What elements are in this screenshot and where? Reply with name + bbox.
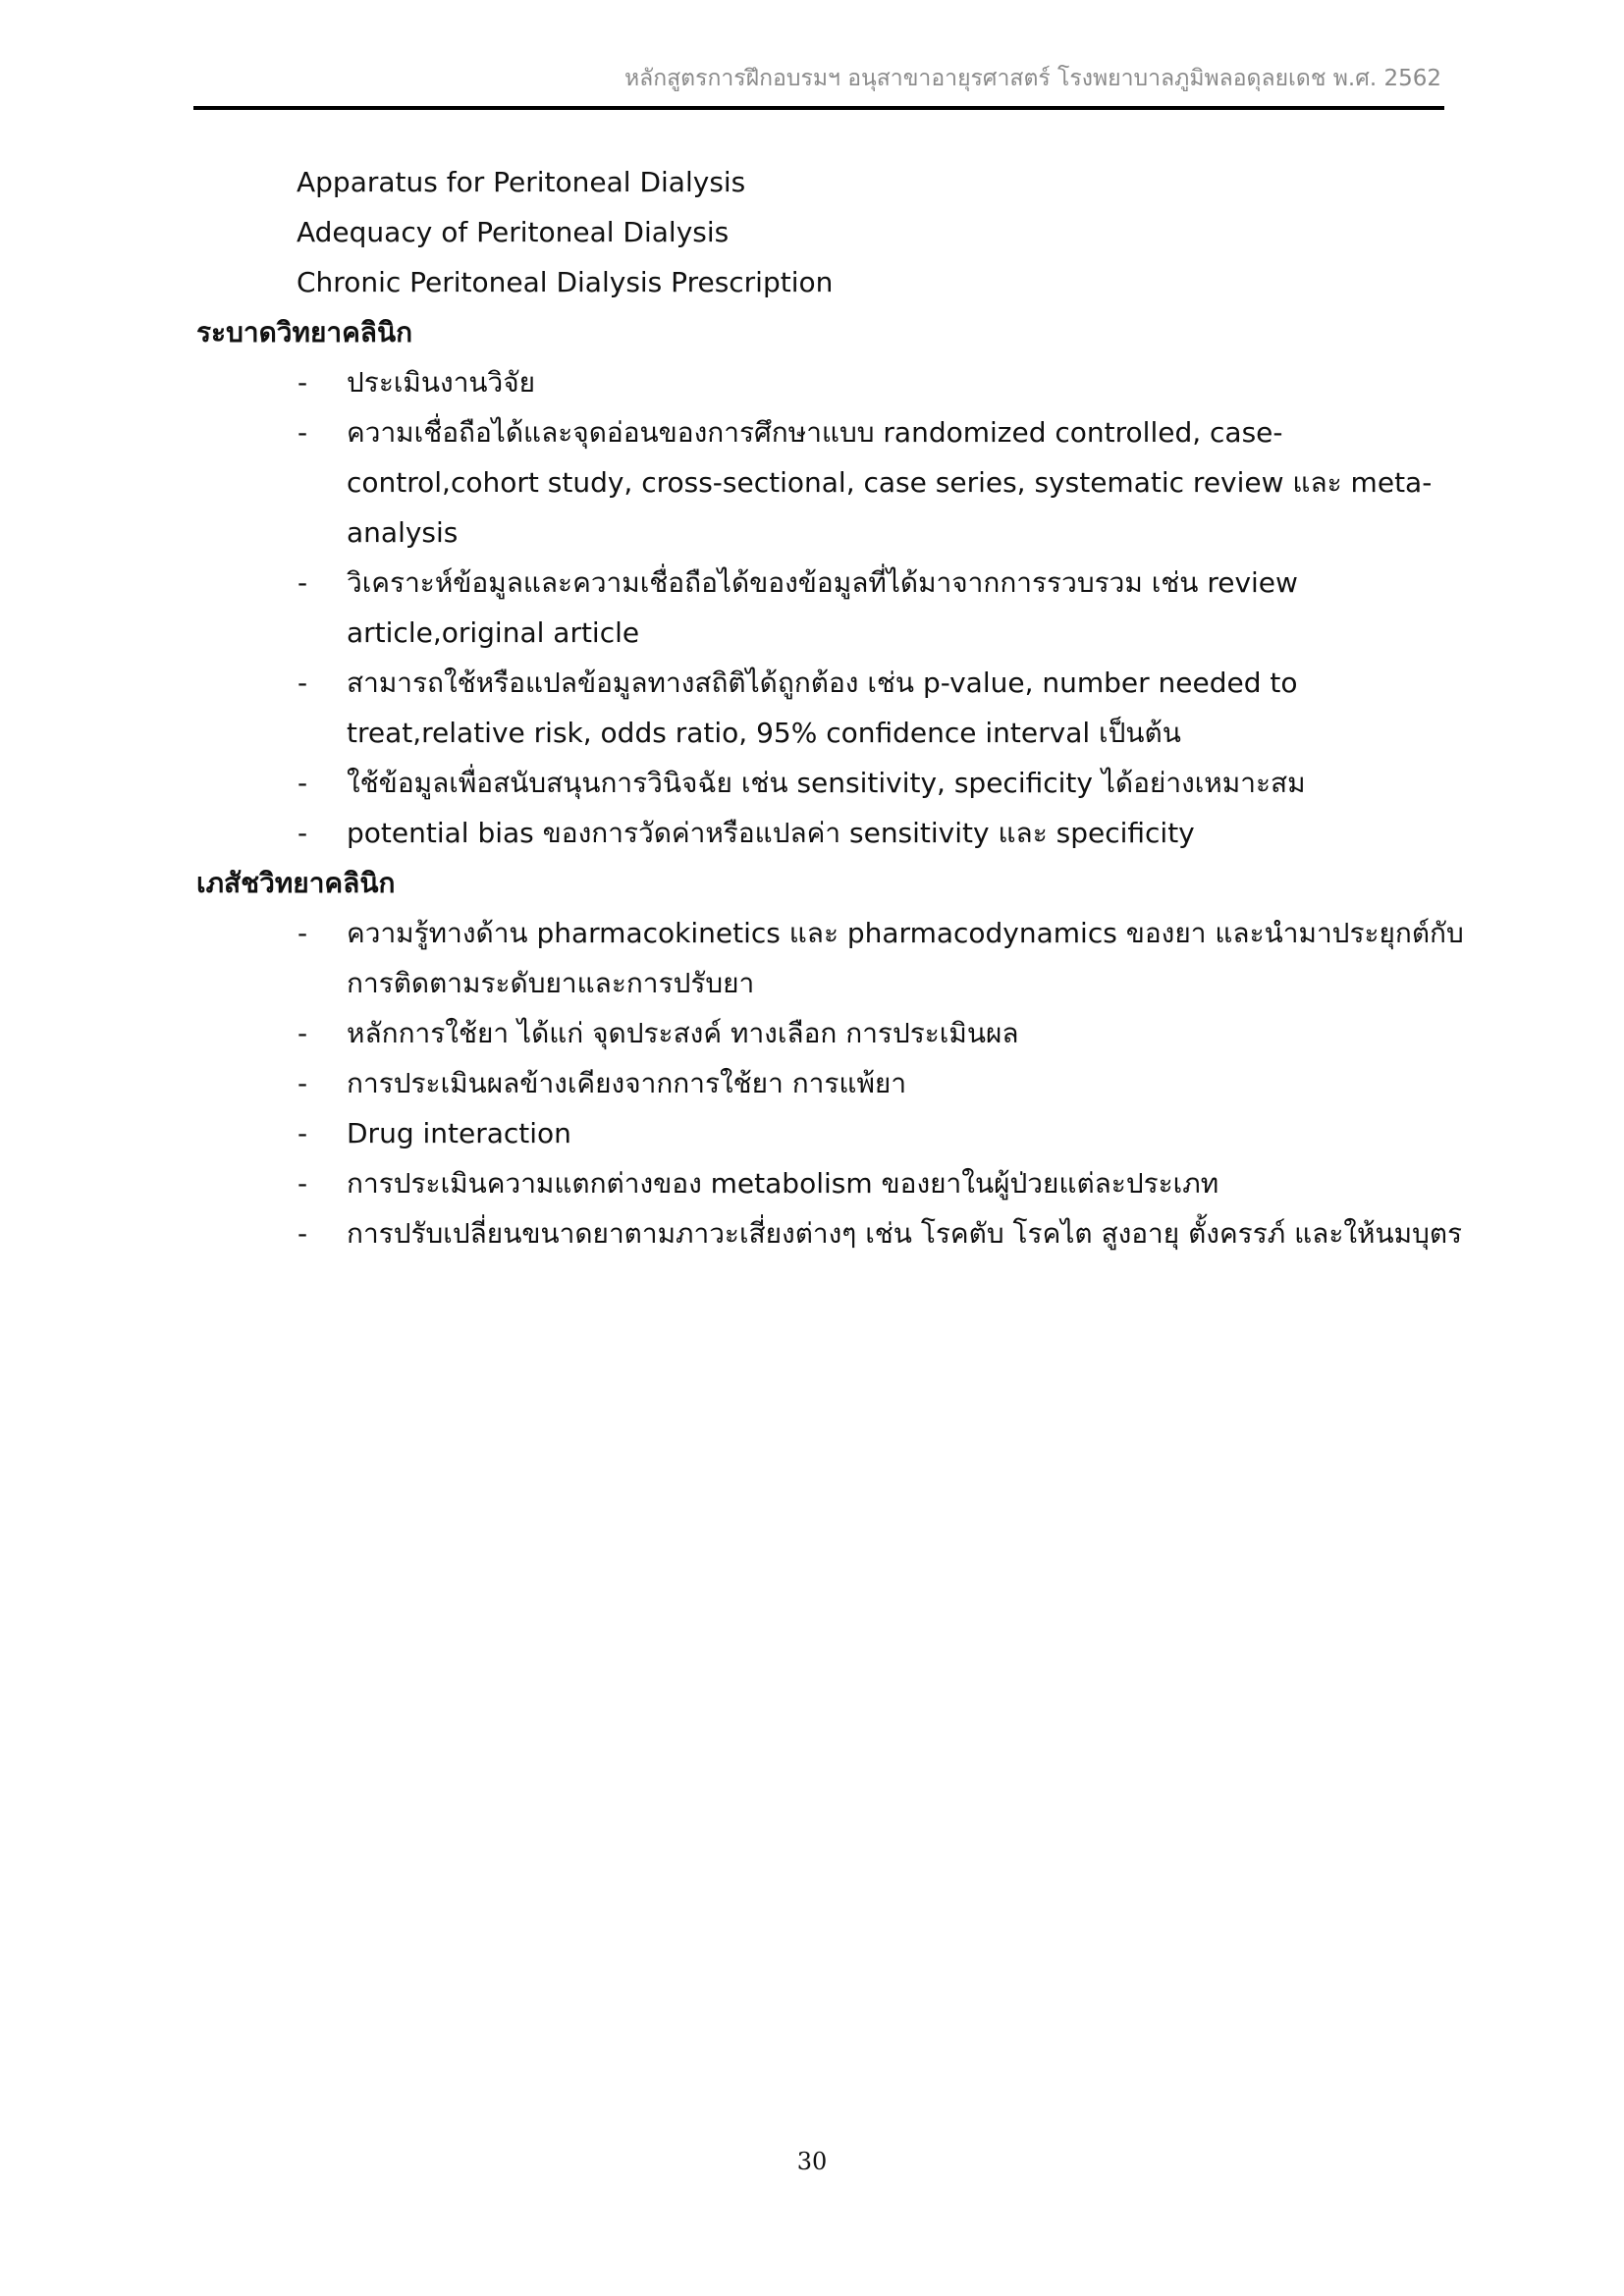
list-item xyxy=(196,357,1463,407)
bullet-dash: - xyxy=(298,1167,308,1200)
list-item xyxy=(196,908,1463,1008)
document-body xyxy=(196,157,1463,1258)
list-item xyxy=(196,808,1463,858)
list-item-text: potential bias ของการวัดค่าหรือแปลค่า sensitivity และ specificity xyxy=(347,817,1195,849)
intro-line: Adequacy of Peritoneal Dialysis xyxy=(297,216,730,248)
intro-line: Apparatus for Peritoneal Dialysis xyxy=(297,166,746,198)
bullet-dash: - xyxy=(298,1217,308,1250)
page-number: 30 xyxy=(796,2148,828,2175)
bullet-dash: - xyxy=(298,767,308,799)
list-item xyxy=(196,1208,1463,1258)
list-item xyxy=(196,1108,1463,1158)
list-item-text: Drug interaction xyxy=(347,1117,571,1149)
list-item-text: article,original article xyxy=(347,616,640,649)
list-item xyxy=(196,407,1463,558)
bullet-dash: - xyxy=(298,566,308,599)
list-item-text: analysis xyxy=(347,516,459,549)
bullet-dash: - xyxy=(298,1017,308,1049)
bullet-dash: - xyxy=(298,1067,308,1099)
bullet-dash: - xyxy=(298,366,308,399)
list-item-text: ใช้ข้อมูลเพื่อสนับสนุนการวินิจฉัย เช่น sensitivity, specificity ได้อย่างเหมาะสม xyxy=(347,767,1306,799)
list-item-text: control,cohort study, cross-sectional, case series, systematic review และ meta- xyxy=(347,466,1433,499)
list-item xyxy=(196,1158,1463,1208)
list-item-text: วิเคราะห์ข้อมูลและความเชื่อถือได้ของข้อมูลที่ได้มาจากการรวบรวม เช่น review xyxy=(347,566,1298,599)
list-item xyxy=(196,558,1463,658)
bullet-dash: - xyxy=(298,416,308,449)
list-item-text: ความเชื่อถือได้และจุดอ่อนของการศึกษาแบบ randomized controlled, case- xyxy=(347,416,1283,449)
list-item xyxy=(196,758,1463,808)
list-item-text: ประเมินงานวิจัย xyxy=(347,366,536,399)
list-item-text: สามารถใช้หรือแปลข้อมูลทางสถิติได้ถูกต้อง เช่น p-value, number needed to xyxy=(347,667,1298,699)
bullet-dash: - xyxy=(298,817,308,849)
list-item xyxy=(196,658,1463,758)
list-item xyxy=(196,1008,1463,1058)
section-heading: ระบาดวิทยาคลินิก xyxy=(196,316,413,348)
list-item-text: การปรับเปลี่ยนขนาดยาตามภาวะเสี่ยงต่างๆ เช่น โรคตับ โรคไต สูงอายุ ตั้งครรภ์ และให้นมบุตร xyxy=(347,1217,1463,1250)
list-item-text: ความรู้ทางด้าน pharmacokinetics และ pharmacodynamics ของยา และนำมาประยุกต์กับ xyxy=(347,917,1464,949)
list-item-text: หลักการใช้ยา ได้แก่ จุดประสงค์ ทางเลือก การประเมินผล xyxy=(347,1017,1019,1049)
bullet-dash: - xyxy=(298,667,308,699)
section-heading: เภสัชวิทยาคลินิก xyxy=(196,867,396,899)
intro-line: Chronic Peritoneal Dialysis Prescription xyxy=(297,266,834,298)
list-item-text: treat,relative risk, odds ratio, 95% confidence interval เป็นต้น xyxy=(347,717,1181,749)
list-item-text: การติดตามระดับยาและการปรับยา xyxy=(347,967,755,999)
header-divider xyxy=(193,106,1444,110)
list-item-text: การประเมินความแตกต่างของ metabolism ของยาในผู้ป่วยแต่ละประเภท xyxy=(347,1167,1219,1200)
bullet-dash: - xyxy=(298,917,308,949)
bullet-dash: - xyxy=(298,1117,308,1149)
running-header: หลักสูตรการฝึกอบรมฯ อนุสาขาอายุรศาสตร์ โรงพยาบาลภูมิพลอดุลยเดช พ.ศ. 2562 xyxy=(623,66,1441,91)
list-item-text: การประเมินผลข้างเคียงจากการใช้ยา การแพ้ยา xyxy=(347,1067,907,1099)
list-item xyxy=(196,1058,1463,1108)
